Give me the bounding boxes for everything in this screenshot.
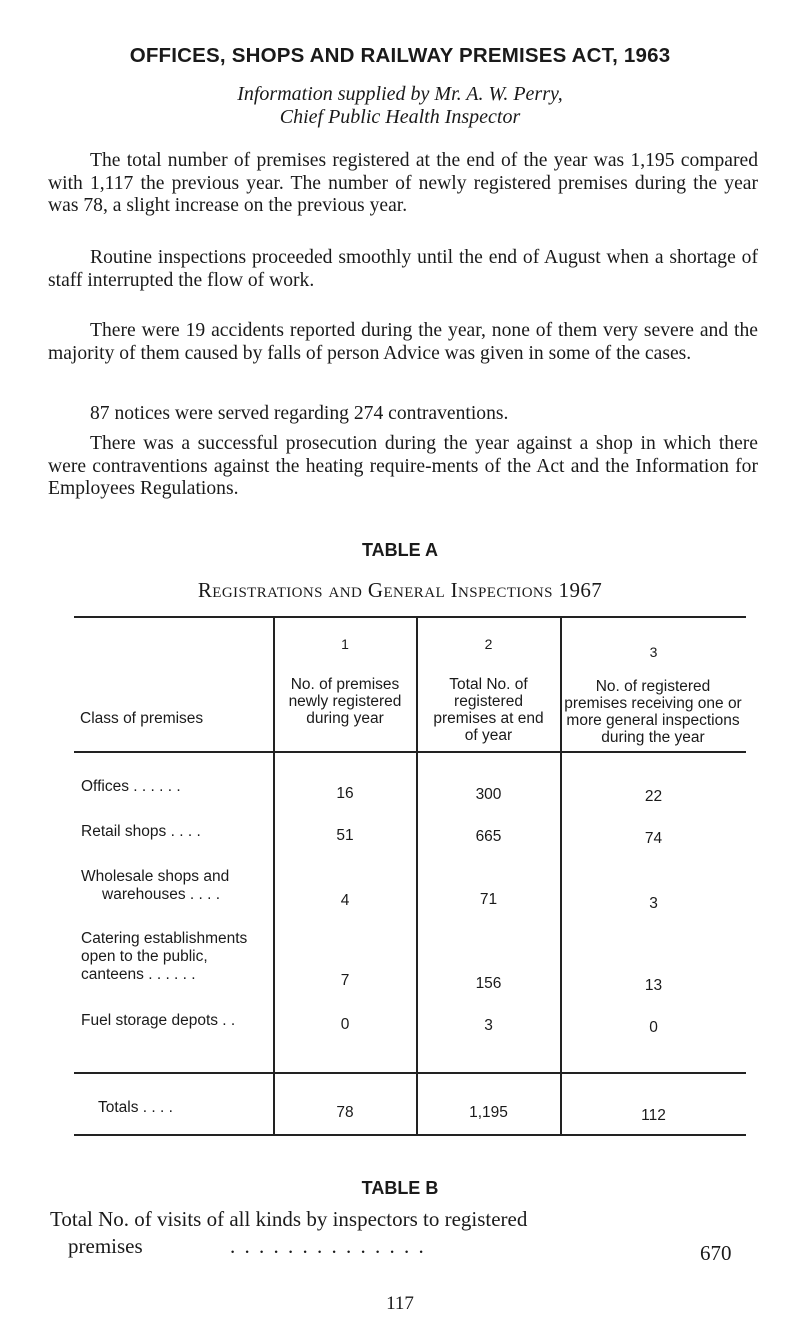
paragraph-inspections: Routine inspections proceeded smoothly until the end of August when a shortage of staff interrupted the flow of work. <box>48 247 758 291</box>
column-3-header: No. of registered premises receiving one or more general inspections during the year <box>564 678 742 746</box>
paragraph-notices: 87 notices were served regarding 274 contraventions. <box>90 403 509 424</box>
paragraph-registrations: The total number of premises registered at the end of the year was 1,195 compared with 1,117 the previous year. The number of newly registered premises during the year was 78, a slight increase on the previous year. <box>48 150 758 216</box>
table-cell: 156 <box>475 975 502 992</box>
row-label-catering-cont: open to the public, <box>81 948 208 965</box>
row-label-wholesale: Wholesale shops and <box>81 868 230 885</box>
row-label-totals: Totals . . . . <box>98 1099 173 1116</box>
page-title: OFFICES, SHOPS AND RAILWAY PREMISES ACT, 1963 <box>129 44 671 67</box>
column-1-header: No. of premises newly registered during year <box>288 676 402 727</box>
table-a-totals-rule <box>74 1072 746 1074</box>
paragraph-accidents: There were 19 accidents reported during the year, none of them very severe and the majority of them caused by falls of person Advice was given in some of the cases. <box>48 320 758 364</box>
table-cell: 16 <box>336 785 354 802</box>
table-cell: 13 <box>644 977 663 994</box>
table-a-subtitle: Registrations and General Inspections 1967 <box>197 578 603 602</box>
table-cell: 74 <box>644 830 663 847</box>
row-label-retail-shops: Retail shops . . . . <box>81 823 201 840</box>
table-b-description-cont: premises <box>68 1234 143 1258</box>
table-cell: 300 <box>475 786 502 803</box>
table-cell: 22 <box>644 788 663 805</box>
table-cell: 71 <box>479 891 498 908</box>
class-of-premises-header: Class of premises <box>80 710 204 727</box>
column-1-number: 1 <box>341 636 349 652</box>
table-b-leader-dots: . . . . . . . . . . . . . . <box>230 1234 426 1258</box>
table-a-divider-2 <box>416 617 418 1134</box>
table-b-title: TABLE B <box>361 1178 439 1198</box>
table-a-bottom-rule <box>74 1134 746 1136</box>
table-cell: 7 <box>340 972 350 989</box>
paragraph-prosecution: There was a successful prosecution during the year against a shop in which there were contraventions against the heating require-ments of the Act and the Information for Employees Regulations. <box>48 433 758 499</box>
row-label-catering: Catering establishments <box>81 930 248 947</box>
table-cell: 78 <box>336 1104 354 1121</box>
table-cell: 665 <box>475 828 502 845</box>
table-cell: 4 <box>340 892 350 909</box>
table-a-divider-3 <box>560 617 562 1134</box>
row-label-offices: Offices . . . . . . <box>81 778 181 795</box>
column-2-header: Total No. of registered premises at end of year <box>433 676 544 744</box>
table-cell: 3 <box>649 895 658 912</box>
row-label-wholesale-cont: warehouses . . . . <box>102 886 221 903</box>
table-b-description: Total No. of visits of all kinds by inspectors to registered <box>50 1207 528 1231</box>
byline-author: Information supplied by Mr. A. W. Perry, <box>237 83 563 105</box>
page-number: 117 <box>386 1293 414 1314</box>
table-cell: 51 <box>336 827 354 844</box>
table-b-value: 670 <box>700 1241 732 1265</box>
table-cell: 112 <box>641 1107 666 1124</box>
table-cell: 0 <box>649 1019 658 1036</box>
row-label-fuel-storage: Fuel storage depots . . <box>81 1012 236 1029</box>
table-cell: 0 <box>340 1016 350 1033</box>
table-cell: 1,195 <box>469 1104 508 1121</box>
table-a-header-rule <box>74 751 746 753</box>
table-a-title: TABLE A <box>362 540 438 560</box>
byline-role: Chief Public Health Inspector <box>279 106 521 128</box>
column-3-number: 3 <box>649 644 658 660</box>
row-label-catering-cont-2: canteens . . . . . . <box>81 966 196 983</box>
table-cell: 3 <box>484 1017 493 1034</box>
column-2-number: 2 <box>484 636 493 652</box>
table-a-top-rule <box>74 616 746 618</box>
